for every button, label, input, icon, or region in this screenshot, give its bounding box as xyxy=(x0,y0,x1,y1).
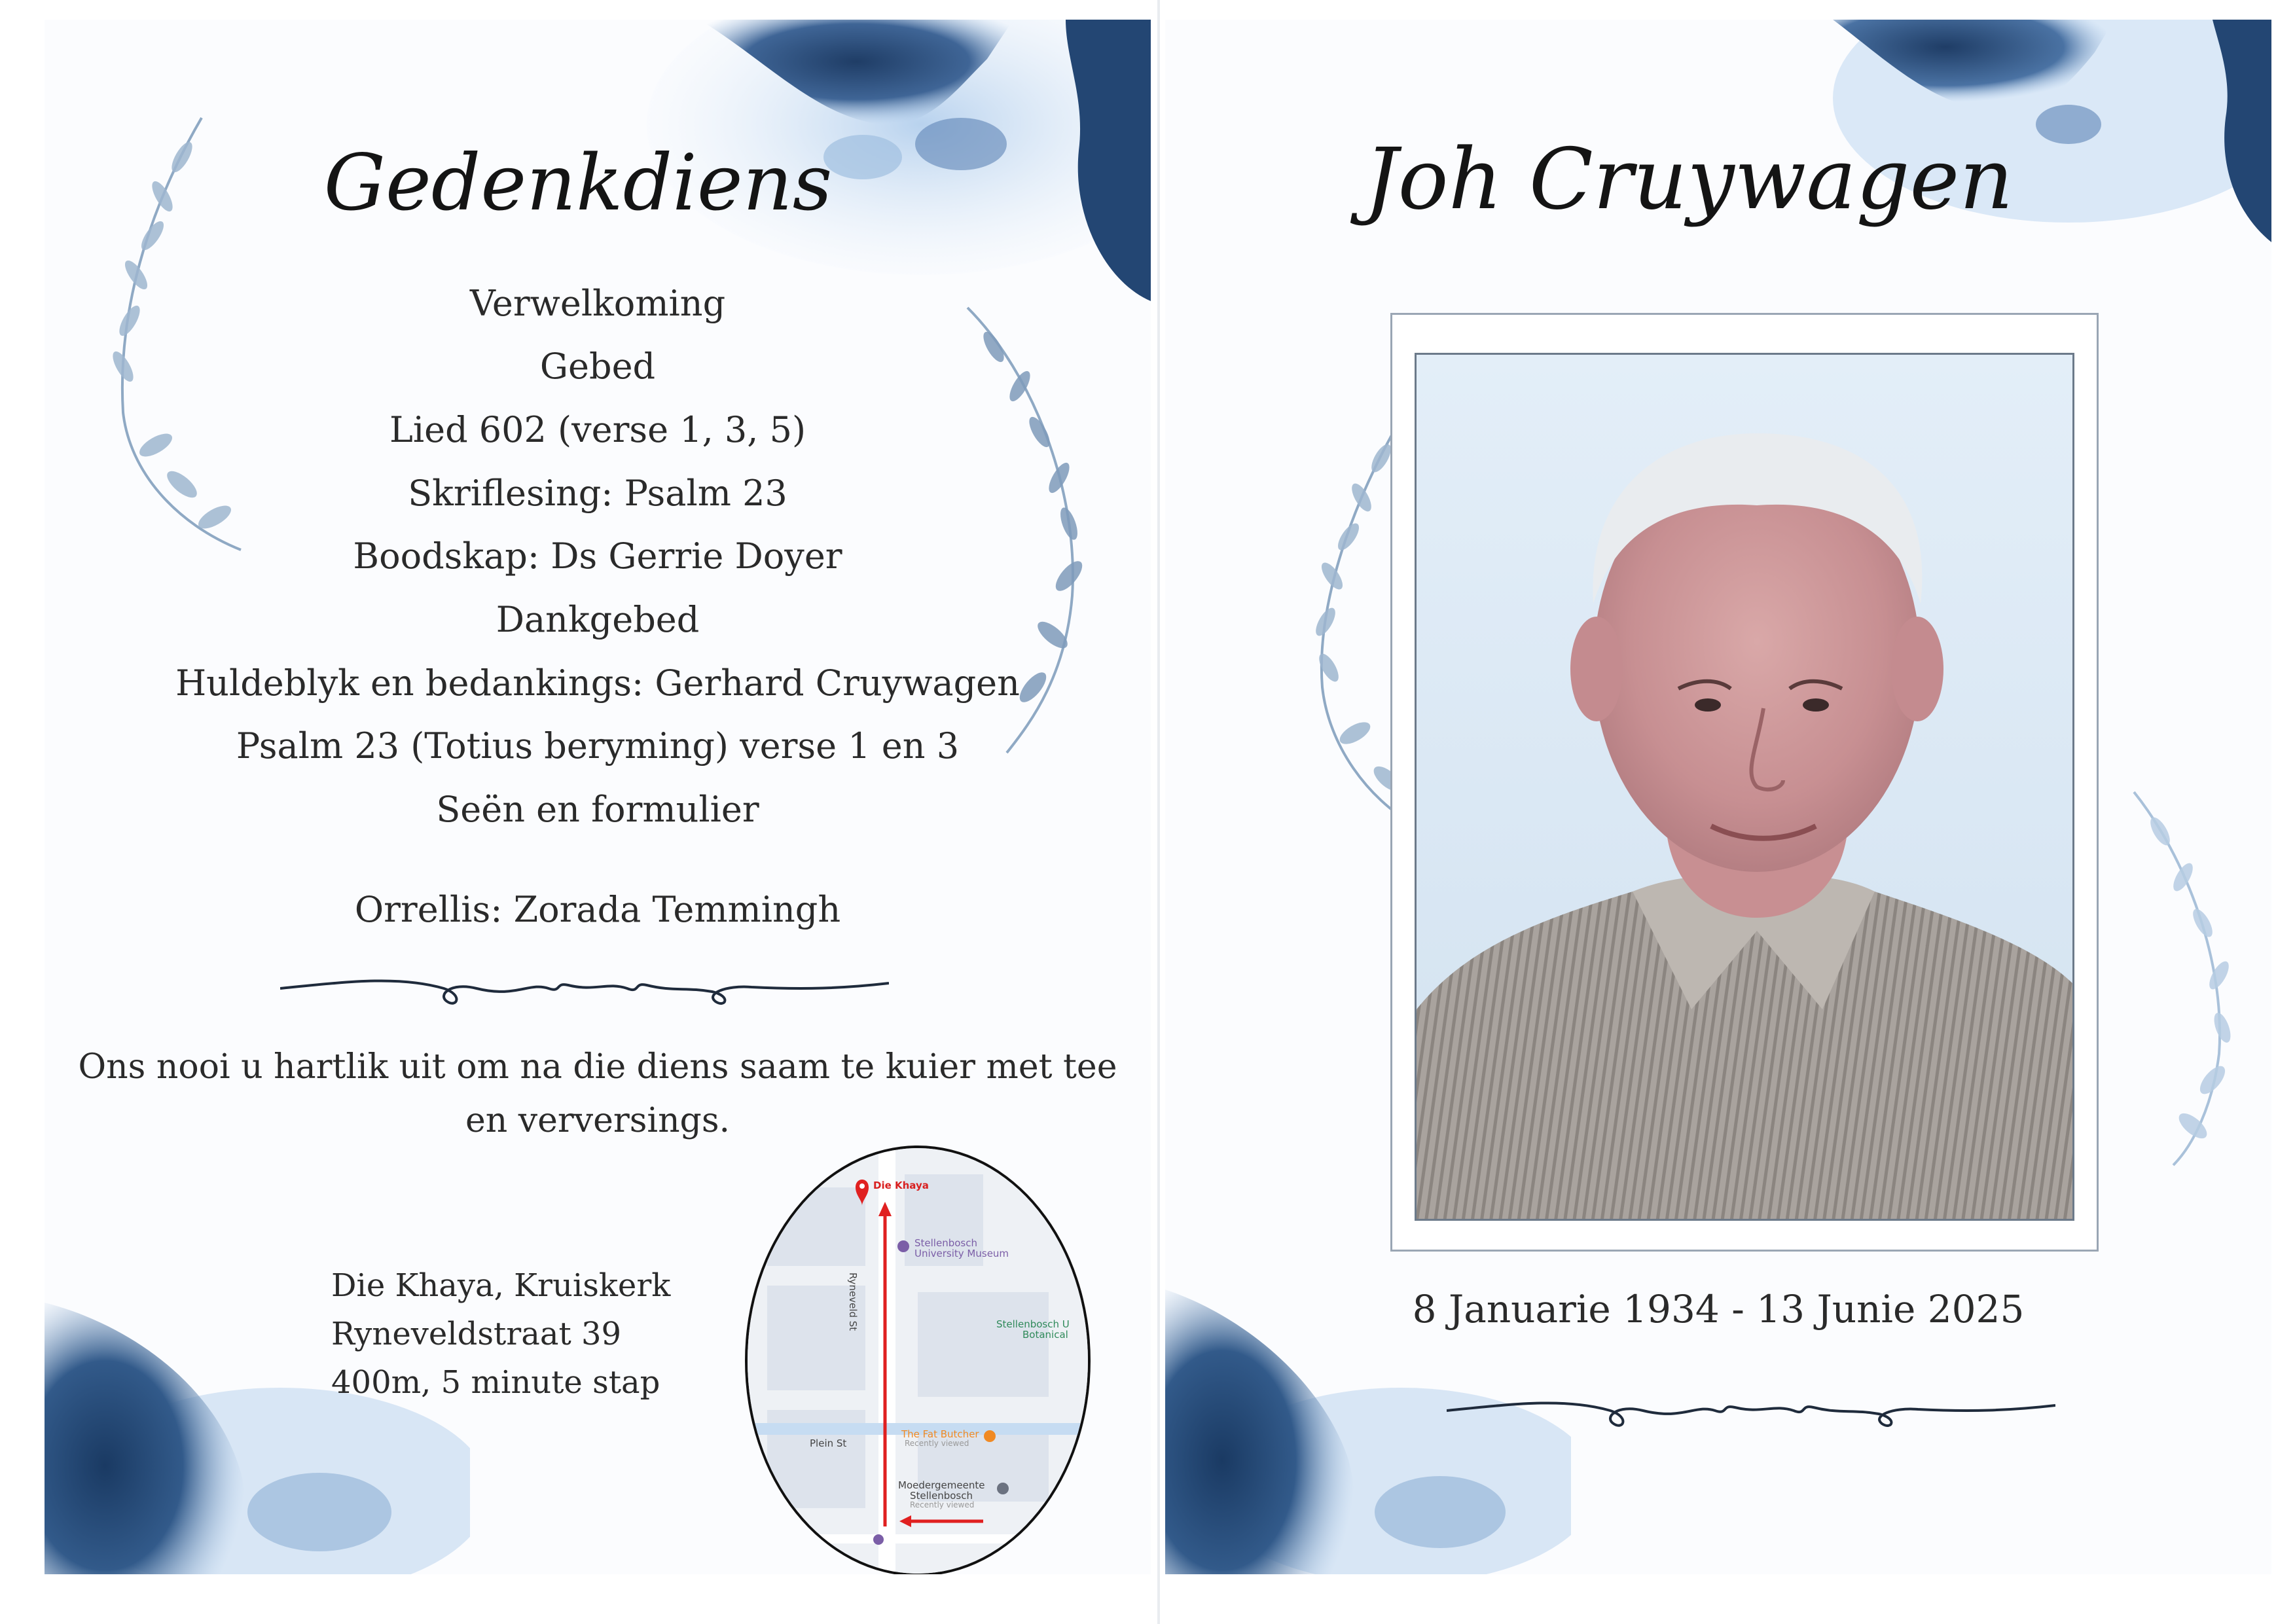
map-church-sub: Recently viewed xyxy=(910,1500,975,1509)
life-dates: 8 Januarie 1934 - 13 Junie 2025 xyxy=(1412,1287,2025,1331)
program-item: Seën en formulier xyxy=(436,789,759,830)
program-item: Lied 602 (verse 1, 3, 5) xyxy=(389,409,806,450)
map-church-label: Moedergemeente xyxy=(898,1479,985,1491)
address-line-2: Ryneveldstraat 39 xyxy=(331,1316,622,1352)
address-line-3: 400m, 5 minute stap xyxy=(331,1364,660,1401)
program-page xyxy=(45,20,1151,1574)
invitation-line-2: en verversings. xyxy=(465,1101,731,1140)
portrait-photo xyxy=(1415,353,2074,1221)
map-church-label-2: Stellenbosch xyxy=(910,1490,973,1502)
flourish-divider-cover xyxy=(1447,1384,2055,1437)
program-item: Dankgebed xyxy=(496,599,700,640)
map-pin-label: Die Khaya xyxy=(873,1180,929,1191)
program-item: Verwelkoming xyxy=(469,283,726,324)
deceased-name: Joh Cruywagen xyxy=(1364,131,2014,228)
leaf-sprig-right-decoration xyxy=(2095,779,2271,1172)
map-street-vertical: Ryneveld St xyxy=(847,1272,859,1331)
organist-line: Orrellis: Zorada Temmingh xyxy=(354,889,841,930)
map-graphic xyxy=(748,1148,1088,1574)
portrait-frame xyxy=(1390,313,2099,1252)
map-butchery-label: The Fat Butcher xyxy=(901,1428,979,1440)
map-botanical-label-2: Botanical xyxy=(1022,1329,1068,1341)
map-butchery-sub: Recently viewed xyxy=(905,1439,969,1448)
map-museum-label-2: University Museum xyxy=(914,1248,1009,1259)
flourish-divider xyxy=(280,962,889,1015)
portrait-illustration xyxy=(1417,355,2072,1219)
program-item: Boodskap: Ds Gerrie Doyer xyxy=(353,535,842,577)
location-map xyxy=(745,1146,1091,1574)
program-item: Psalm 23 (Totius beryming) verse 1 en 3 xyxy=(236,725,960,767)
program-item: Huldeblyk en bedankings: Gerhard Cruywagen xyxy=(175,662,1020,704)
address-line-1: Die Khaya, Kruiskerk xyxy=(331,1267,671,1304)
invitation-line-1: Ons nooi u hartlik uit om na die diens saam te kuier met tee xyxy=(78,1047,1117,1087)
program-heading: Gedenkdiens xyxy=(323,137,833,228)
page-fold xyxy=(1157,0,1160,1624)
program-item: Skriflesing: Psalm 23 xyxy=(408,473,787,514)
map-museum-label: Stellenbosch xyxy=(914,1237,977,1249)
map-street-horizontal: Plein St xyxy=(810,1437,847,1449)
map-botanical-label: Stellenbosch U xyxy=(996,1318,1070,1330)
program-item: Gebed xyxy=(539,346,656,387)
